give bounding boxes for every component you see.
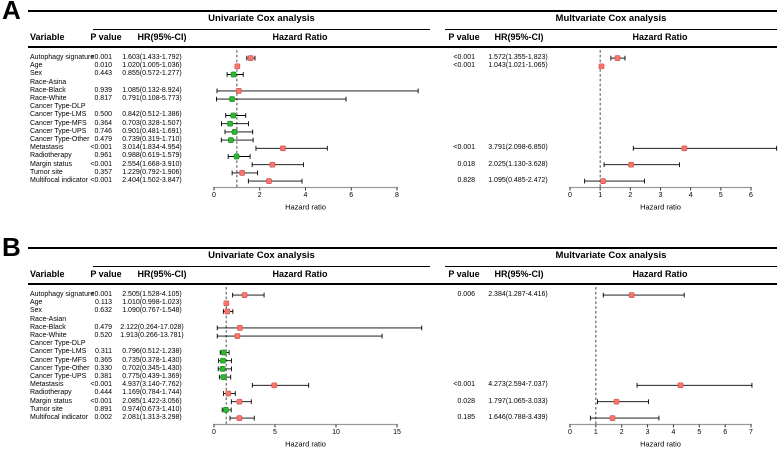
hr-marker	[270, 162, 275, 167]
hr-marker	[237, 416, 242, 421]
hr-marker	[234, 154, 239, 159]
variable-name: Radiotherapy	[30, 152, 72, 160]
hr-ci-value: 0.796(0.512-1.238)	[122, 348, 182, 356]
p-value: <0.001	[90, 381, 112, 389]
axis-tick-label: 6	[349, 192, 354, 199]
hr-marker	[228, 121, 233, 126]
hr-marker	[228, 138, 233, 143]
p-value: 0.746	[94, 127, 112, 135]
hr-ci-value: 2.081(1.313-3.298)	[122, 414, 182, 421]
hr-ci-value: 4.273(2.594-7.037)	[488, 381, 548, 389]
axis-tick-label: 0	[568, 192, 572, 199]
variable-name: Multifocal indicator	[30, 177, 88, 184]
variable-name: Tumor site	[30, 405, 63, 413]
variable-column-header: Variable	[30, 268, 65, 279]
p-value: 0.817	[94, 95, 112, 102]
p-value-column-header: P value	[448, 268, 480, 279]
hr-marker	[615, 56, 620, 61]
variable-name: Race-Asina	[30, 78, 67, 86]
hr-ci-value: 1.090(0.767-1.548)	[122, 307, 182, 315]
p-value: 0.632	[94, 307, 112, 315]
hr-ci-value: 1.572(1.355-1.823)	[488, 54, 548, 61]
variable-column-header: Variable	[30, 31, 65, 42]
hr-marker	[678, 383, 683, 388]
p-value: <0.001	[453, 144, 475, 152]
p-value: 0.961	[94, 152, 112, 160]
p-value: <0.001	[90, 54, 112, 61]
hr-ci-value: 2.085(1.422-3.056)	[122, 397, 182, 405]
p-value: 0.939	[94, 86, 112, 94]
panel-b	[0, 232, 778, 453]
hr-marker	[614, 399, 619, 404]
variable-name: Sex	[30, 70, 43, 78]
hr-ci-value: 1.913(0.266-13.781)	[120, 332, 184, 339]
hr-marker	[280, 146, 285, 151]
axis-tick-label: 6	[723, 429, 728, 436]
hr-ci-value: 3.791(2.098-6.850)	[488, 144, 548, 152]
variable-name: Cancer Type-Other	[30, 364, 90, 372]
hr-ci-value: 0.702(0.345-1.430)	[122, 364, 182, 372]
hr-marker	[610, 416, 615, 421]
hr-marker	[225, 309, 230, 314]
hr-ci-value: 4.937(3.140-7.762)	[122, 381, 182, 389]
p-value: 0.443	[94, 70, 112, 78]
hr-marker	[629, 293, 634, 298]
hr-ci-value: 1.043(1.021-1.065)	[488, 62, 548, 70]
hr-marker	[236, 88, 241, 93]
hr-ci-value: 0.735(0.378-1.430)	[122, 356, 182, 364]
p-value: <0.001	[90, 144, 112, 152]
axis-tick-label: 4	[303, 192, 308, 199]
hr-ci-value: 1.085(0.132-8.924)	[122, 86, 182, 94]
hr-ci-value: 1.020(1.005-1.036)	[122, 62, 182, 70]
hr-marker	[220, 358, 225, 363]
p-value: <0.001	[453, 54, 475, 61]
panel-label: A	[2, 0, 21, 25]
p-value: 0.028	[457, 397, 475, 405]
hr-ci-value: 1.095(0.485-2.472)	[488, 177, 548, 184]
p-value: <0.001	[90, 397, 112, 405]
axis-tick-label: 0	[568, 429, 572, 436]
p-value: 0.330	[94, 364, 112, 372]
axis-tick-label: 2	[257, 192, 262, 199]
variable-name: Race-Black	[30, 86, 66, 94]
axis-tick-label: 3	[645, 429, 650, 436]
p-value: 0.500	[94, 111, 112, 119]
panel-a	[0, 0, 778, 216]
p-value: 0.364	[94, 119, 112, 127]
axis-tick-label: 3	[658, 192, 663, 199]
hr-marker	[682, 146, 687, 151]
hr-ci-value: 0.901(0.481-1.691)	[122, 127, 182, 135]
variable-name: Margin status	[30, 397, 73, 405]
axis-tick-label: 1	[598, 192, 603, 199]
hr-ci-value: 2.384(1.287-4.416)	[488, 291, 548, 298]
multivariate-analysis-header: Multvariate Cox analysis	[555, 250, 667, 261]
p-value: 0.311	[95, 348, 112, 356]
hr-ci-value: 0.739(0.319-1.710)	[122, 136, 182, 143]
p-value: <0.001	[453, 62, 475, 70]
variable-name: Cancer Type-MFS	[30, 119, 87, 127]
p-value: 0.018	[457, 160, 475, 168]
hr-ci-value: 0.703(0.328-1.507)	[122, 119, 182, 127]
hr-marker	[240, 170, 245, 175]
variable-name: Metastasis	[30, 144, 64, 152]
hr-marker	[248, 56, 253, 61]
hr-ci-value: 2.505(1.528-4.105)	[122, 291, 182, 298]
hr-ci-value: 2.554(1.668-3.910)	[122, 160, 182, 168]
variable-name: Radiotherapy	[30, 389, 72, 397]
variable-name: Race-White	[30, 95, 67, 102]
x-axis-title: Hazard ratio	[640, 202, 681, 212]
variable-name: Cancer Type-UPS	[30, 127, 87, 135]
variable-name: Cancer Type-DLP	[30, 340, 86, 348]
hr-ci-column-header: HR(95%-CI)	[137, 268, 187, 279]
p-value: 0.381	[94, 373, 112, 380]
p-value-column-header: P value	[448, 31, 480, 42]
axis-tick-label: 4	[671, 429, 676, 436]
variable-name: Autophagy signature	[30, 291, 95, 298]
hr-ci-value: 1.603(1.433-1.792)	[122, 54, 182, 61]
axis-tick-label: 6	[749, 192, 753, 199]
univariate-analysis-header: Univariate Cox analysis	[208, 13, 315, 24]
axis-tick-label: 0	[212, 429, 216, 436]
hr-marker	[601, 179, 606, 184]
p-value: 0.479	[94, 136, 112, 143]
hr-ci-value: 1.010(0.998-1.023)	[122, 299, 182, 307]
hr-ci-column-header: HR(95%-CI)	[137, 31, 187, 42]
axis-tick-label: 5	[718, 192, 723, 199]
axis-tick-label: 7	[749, 429, 753, 436]
axis-tick-label: 10	[332, 429, 340, 436]
p-value: 0.479	[94, 323, 112, 331]
hr-marker	[226, 391, 231, 396]
variable-name: Cancer Type-UPS	[30, 373, 87, 380]
panel-label: B	[2, 232, 21, 262]
hr-marker	[266, 179, 271, 184]
hr-ci-value: 0.775(0.439-1.369)	[122, 373, 182, 380]
p-value: <0.001	[90, 177, 112, 184]
p-value-column-header: P value	[90, 31, 122, 42]
hazard-ratio-column-header: Hazard Ratio	[272, 268, 328, 279]
hr-ci-column-header: HR(95%-CI)	[494, 31, 544, 42]
p-value: 0.520	[94, 332, 112, 339]
variable-name: Multifocal indicator	[30, 414, 88, 421]
hr-ci-value: 3.014(1.834-4.954)	[122, 144, 182, 152]
hr-ci-value: 0.988(0.619-1.579)	[122, 152, 182, 160]
x-axis-title: Hazard ratio	[640, 439, 681, 449]
p-value-column-header: P value	[90, 268, 122, 279]
variable-name: Cancer Type-LMS	[30, 111, 87, 119]
axis-tick-label: 2	[628, 192, 633, 199]
variable-name: Cancer Type-DLP	[30, 103, 86, 111]
hr-ci-value: 0.791(0.108-5.773)	[122, 95, 182, 102]
variable-name: Cancer Type-MFS	[30, 356, 87, 364]
p-value: 0.113	[95, 299, 112, 307]
forest-plot-svg	[0, 237, 778, 453]
variable-name: Sex	[30, 307, 43, 315]
axis-tick-label: 2	[619, 429, 624, 436]
hr-marker	[223, 407, 228, 412]
variable-name: Race-White	[30, 332, 67, 339]
hr-marker	[235, 64, 240, 69]
forest-plot-svg	[0, 0, 778, 216]
hr-marker	[224, 301, 229, 306]
hr-marker	[231, 113, 236, 118]
x-axis-title: Hazard ratio	[285, 202, 326, 212]
hr-ci-value: 0.855(0.572-1.277)	[122, 70, 182, 78]
hr-ci-value: 2.404(1.502-3.847)	[122, 177, 182, 184]
hr-ci-value: 2.122(0.264-17.028)	[120, 323, 184, 331]
variable-name: Race-Black	[30, 323, 66, 331]
p-value: 0.006	[457, 291, 475, 298]
hr-ci-value: 2.025(1.130-3.628)	[488, 160, 548, 168]
p-value: 0.828	[457, 177, 475, 184]
variable-name: Tumor site	[30, 168, 63, 176]
hr-marker	[231, 72, 236, 77]
p-value: <0.001	[90, 160, 112, 168]
hazard-ratio-column-header: Hazard Ratio	[272, 31, 328, 42]
variable-name: Age	[30, 62, 43, 70]
hr-marker	[242, 293, 247, 298]
p-value: <0.001	[90, 291, 112, 298]
p-value: 0.002	[94, 414, 112, 421]
hr-marker	[230, 97, 235, 102]
hr-marker	[237, 399, 242, 404]
axis-tick-label: 4	[688, 192, 693, 199]
p-value: 0.365	[94, 356, 112, 364]
axis-tick-label: 5	[697, 429, 702, 436]
axis-tick-label: 15	[393, 429, 401, 436]
multivariate-analysis-header: Multvariate Cox analysis	[555, 13, 667, 24]
hr-marker	[235, 334, 240, 339]
hr-marker	[629, 162, 634, 167]
hr-marker	[272, 383, 277, 388]
hr-marker	[599, 64, 604, 69]
hr-ci-column-header: HR(95%-CI)	[494, 268, 544, 279]
axis-tick-label: 1	[593, 429, 598, 436]
hr-ci-value: 0.974(0.673-1.410)	[122, 405, 182, 413]
variable-name: Age	[30, 299, 43, 307]
variable-name: Cancer Type-LMS	[30, 348, 87, 356]
variable-name: Cancer Type-Other	[30, 136, 90, 143]
p-value: 0.185	[457, 414, 475, 421]
p-value: <0.001	[453, 381, 475, 389]
hr-marker	[221, 350, 226, 355]
variable-name: Margin status	[30, 160, 73, 168]
axis-tick-label: 8	[395, 192, 399, 199]
hazard-ratio-column-header: Hazard Ratio	[632, 31, 688, 42]
hr-marker	[220, 366, 225, 371]
variable-name: Metastasis	[30, 381, 64, 389]
hr-ci-value: 1.229(0.792-1.906)	[122, 168, 182, 176]
hr-marker	[237, 325, 242, 330]
p-value: 0.444	[94, 389, 112, 397]
univariate-analysis-header: Univariate Cox analysis	[208, 250, 315, 261]
hr-marker	[221, 375, 226, 380]
hr-marker	[232, 129, 237, 134]
hr-ci-value: 1.646(0.788-3.439)	[488, 414, 548, 421]
variable-name: Race-Asian	[30, 315, 67, 323]
variable-name: Autophagy signature	[30, 54, 95, 61]
x-axis-title: Hazard ratio	[285, 439, 326, 449]
p-value: 0.891	[94, 405, 112, 413]
p-value: 0.010	[94, 62, 112, 70]
hr-ci-value: 1.169(0.784-1.744)	[122, 389, 182, 397]
hr-ci-value: 1.797(1.065-3.033)	[488, 397, 548, 405]
hazard-ratio-column-header: Hazard Ratio	[632, 268, 688, 279]
hr-ci-value: 0.842(0.512-1.386)	[122, 111, 182, 119]
axis-tick-label: 5	[273, 429, 277, 436]
axis-tick-label: 0	[212, 192, 216, 199]
p-value: 0.357	[94, 168, 112, 176]
